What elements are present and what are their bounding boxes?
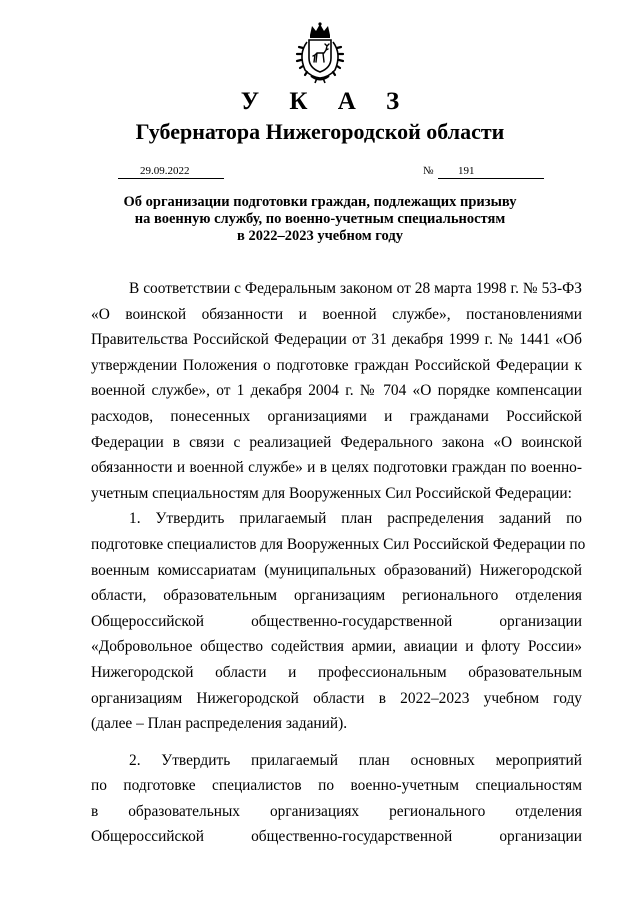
body-line: обязанности и военной службе» и в целях подготовки граждан по военно- bbox=[91, 459, 582, 477]
coat-of-arms-icon bbox=[293, 22, 347, 84]
body-line: военным комиссариатам (муниципальных образований) Нижегородской bbox=[91, 561, 582, 579]
body-line: в образовательных организациях регионального отделения bbox=[91, 802, 582, 820]
issuer-title: Губернатора Нижегородской области bbox=[135, 119, 505, 144]
preamble-paragraph bbox=[91, 276, 582, 506]
body-line: Общероссийской общественно-государственной организации bbox=[91, 828, 582, 846]
document-subject bbox=[90, 194, 550, 245]
document-date: 29.09.2022 bbox=[118, 164, 224, 179]
body-line: Нижегородской области и профессиональным образовательным bbox=[91, 663, 582, 681]
body-line: утверждении Положения о подготовке граждан Российской Федерации к bbox=[91, 356, 582, 374]
document-body bbox=[91, 276, 586, 850]
body-line: «Добровольное общество содействия армии, авиации и флоту России» bbox=[91, 638, 582, 656]
document-type-title: У К А З bbox=[240, 88, 412, 115]
body-line: (далее – План распределения заданий). bbox=[91, 715, 348, 733]
decree-item-2 bbox=[91, 748, 582, 850]
body-line: 2. Утвердить прилагаемый план основных мероприятий bbox=[129, 751, 582, 769]
body-line: «О воинской обязанности и военной службе», постановлениями bbox=[91, 305, 582, 323]
subject-line: в 2022–2023 учебном году bbox=[237, 228, 403, 244]
subject-line: Об организации подготовки граждан, подлежащих призыву bbox=[123, 194, 517, 210]
body-line: Федерации в связи с реализацией Федерального закона «О воинской bbox=[91, 433, 582, 451]
body-line: подготовке специалистов для Вооруженных Сил Российской Федерации по bbox=[91, 535, 586, 553]
body-line: Правительства Российской Федерации от 31 декабря 1999 г. № 1441 «Об bbox=[91, 331, 582, 349]
document-number-label: № bbox=[423, 165, 434, 177]
body-line: военной службе», от 1 декабря 2004 г. № 704 «О порядке компенсации bbox=[91, 382, 582, 400]
body-line: по подготовке специалистов по военно-учетным специальностям bbox=[91, 777, 582, 795]
body-line: учетным специальностям для Вооруженных Сил Российской Федерации: bbox=[91, 484, 572, 502]
body-line: организациям Нижегородской области в 2022–2023 учебном году bbox=[91, 689, 582, 707]
decree-item-1 bbox=[91, 506, 586, 736]
body-line: Общероссийской общественно-государственной организации bbox=[91, 612, 582, 630]
body-line: В соответствии с Федеральным законом от 28 марта 1998 г. № 53-ФЗ bbox=[129, 280, 582, 297]
body-line: 1. Утвердить прилагаемый план распределения заданий по bbox=[129, 510, 582, 528]
body-line: области, образовательным организациям регионального отделения bbox=[91, 587, 582, 605]
document-number: 191 bbox=[438, 164, 544, 179]
body-line: расходов, понесенных организациями и гражданами Российской bbox=[91, 407, 582, 425]
subject-line: на военную службу, по военно-учетным специальностям bbox=[134, 211, 506, 227]
